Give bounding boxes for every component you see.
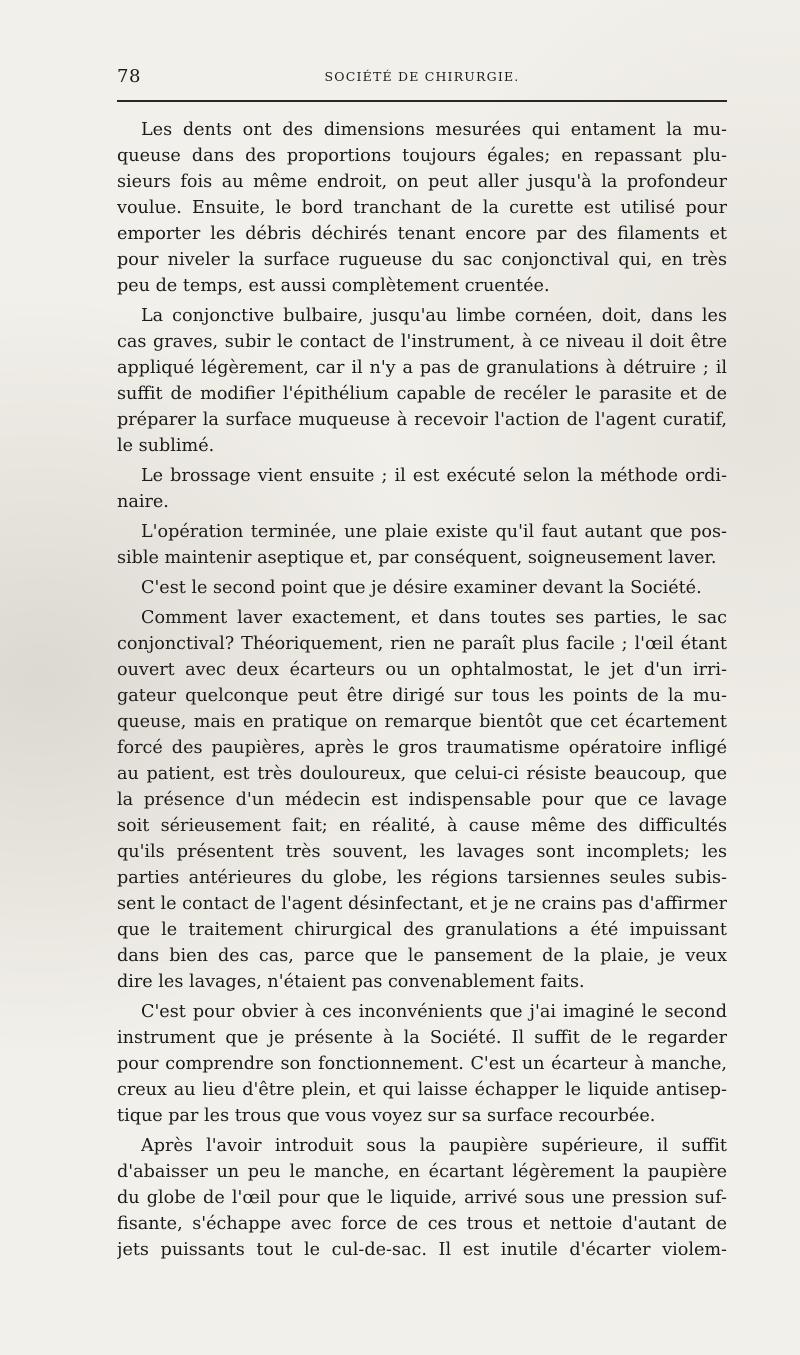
text-line: peu de temps, est aussi complètement cruentée. — [117, 276, 550, 296]
body-text — [117, 117, 727, 1267]
text-line: d'abaisser un peu le manche, en écartant légèrement la paupière — [117, 1162, 727, 1182]
text-line: au patient, est très douloureux, que celui-ci résiste beaucoup, que — [117, 764, 727, 784]
text-line: L'opération terminée, une plaie existe qu'il faut autant que pos- — [141, 522, 727, 542]
running-title: SOCIÉTÉ DE CHIRURGIE. — [324, 69, 520, 84]
text-line: Le brossage vient ensuite ; il est exécuté selon la méthode ordi- — [141, 466, 727, 486]
text-line: la présence d'un médecin est indispensable pour que ce lavage — [117, 790, 727, 810]
paragraph — [117, 575, 727, 601]
text-line: La conjonctive bulbaire, jusqu'au limbe cornéen, doit, dans les — [141, 306, 727, 326]
text-line: parties antérieures du globe, les régions tarsiennes seules subis- — [117, 868, 727, 888]
text-line: Comment laver exactement, et dans toutes ses parties, le sac — [141, 608, 727, 628]
header-rule — [117, 100, 727, 102]
text-line: sible maintenir aseptique et, par conséquent, soigneusement laver. — [117, 548, 717, 568]
text-line: pour niveler la surface rugueuse du sac conjonctival qui, en très — [117, 250, 727, 270]
text-line: ouvert avec deux écarteurs ou un ophtalmostat, le jet d'un irri- — [117, 660, 727, 680]
paragraph — [117, 519, 727, 571]
text-line: conjonctival? Théoriquement, rien ne paraît plus facile ; l'œil étant — [117, 634, 727, 654]
text-line: instrument que je présente à la Société. Il suffit de le regarder — [117, 1028, 727, 1048]
text-line: fisante, s'échappe avec force de ces trous et nettoie d'autant de — [117, 1214, 727, 1234]
text-line: qu'ils présentent très souvent, les lavages sont incomplets; les — [117, 842, 727, 862]
text-line: cas graves, subir le contact de l'instrument, à ce niveau il doit être — [117, 332, 727, 352]
text-line: jets puissants tout le cul-de-sac. Il est inutile d'écarter violem- — [117, 1240, 727, 1260]
text-line: C'est le second point que je désire examiner devant la Société. — [141, 578, 702, 598]
paragraph — [117, 605, 727, 995]
text-line: appliqué légèrement, car il n'y a pas de granulations à détruire ; il — [117, 358, 727, 378]
text-line: sieurs fois au même endroit, on peut aller jusqu'à la profondeur — [117, 172, 727, 192]
text-line: forcé des paupières, après le gros traumatisme opératoire infligé — [117, 738, 727, 758]
text-line: gateur quelconque peut être dirigé sur tous les points de la mu- — [117, 686, 727, 706]
text-line: tique par les trous que vous voyez sur sa surface recourbée. — [117, 1106, 656, 1126]
paragraph — [117, 1133, 727, 1263]
text-line: suffit de modifier l'épithélium capable de recéler le parasite et de — [117, 384, 727, 404]
text-line: creux au lieu d'être plein, et qui laisse échapper le liquide antisep- — [117, 1080, 727, 1100]
page-number: 78 — [117, 66, 141, 87]
text-line: Après l'avoir introduit sous la paupière supérieure, il suffit — [141, 1136, 727, 1156]
page-header — [117, 66, 727, 90]
text-line: queuse dans des proportions toujours égales; en repassant plu- — [117, 146, 727, 166]
text-line: emporter les débris déchirés tenant encore par des filaments et — [117, 224, 727, 244]
text-line: du globe de l'œil pour que le liquide, arrivé sous une pression suf- — [117, 1188, 727, 1208]
paragraph — [117, 303, 727, 459]
text-line: pour comprendre son fonctionnement. C'est un écarteur à manche, — [117, 1054, 727, 1074]
paragraph — [117, 999, 727, 1129]
text-line: sent le contact de l'agent désinfectant, et je ne crains pas d'affirmer — [117, 894, 727, 914]
text-line: dans bien des cas, parce que le pansement de la plaie, je veux — [117, 946, 727, 966]
text-line: préparer la surface muqueuse à recevoir l'action de l'agent curatif, — [117, 410, 727, 430]
text-line: soit sérieusement fait; en réalité, à cause même des difficultés — [117, 816, 727, 836]
paragraph — [117, 463, 727, 515]
paragraph — [117, 117, 727, 299]
text-line: C'est pour obvier à ces inconvénients que j'ai imaginé le second — [141, 1002, 727, 1022]
text-line: queuse, mais en pratique on remarque bientôt que cet écartement — [117, 712, 727, 732]
text-line: voulue. Ensuite, le bord tranchant de la curette est utilisé pour — [117, 198, 727, 218]
text-line: naire. — [117, 492, 169, 512]
text-line: que le traitement chirurgical des granulations a été impuissant — [117, 920, 727, 940]
text-line: dire les lavages, n'étaient pas convenablement faits. — [117, 972, 585, 992]
text-line: le sublimé. — [117, 436, 215, 456]
text-line: Les dents ont des dimensions mesurées qui entament la mu- — [141, 120, 727, 140]
